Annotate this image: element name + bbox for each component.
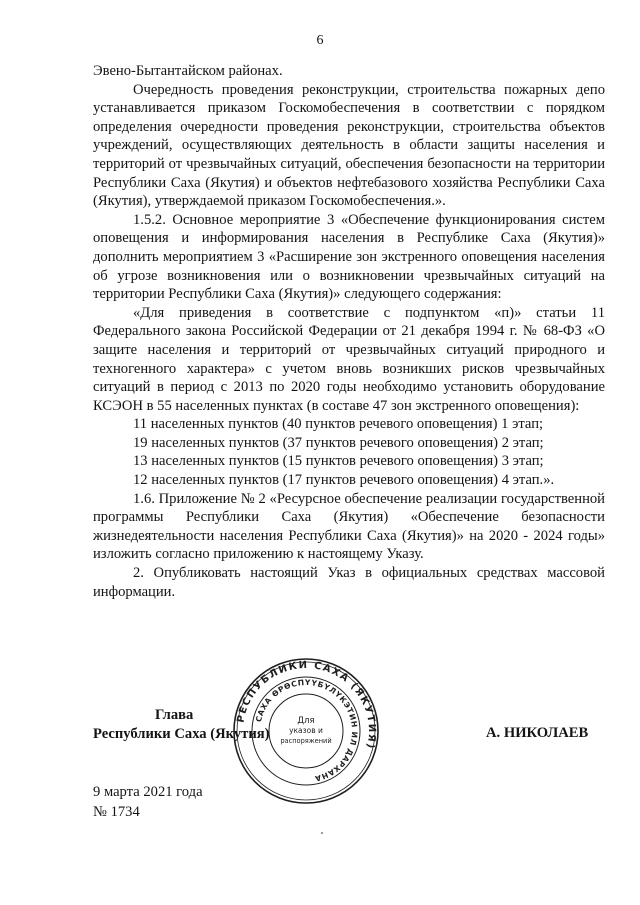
paragraph-2-publish: 2. Опубликовать настоящий Указ в официальных средствах массовой информации. bbox=[93, 565, 605, 600]
paragraph-continuation: Эвено-Бытантайском районах. bbox=[93, 63, 283, 79]
list-item-stage-2: 19 населенных пунктов (37 пунктов речевого оповещения) 2 этап; bbox=[133, 434, 544, 451]
paragraph-1-6: 1.6. Приложение № 2 «Ресурсное обеспечение реализации государственной программы Республики Саха (Якутия) «Обеспечение безопасности жизнедеятельности населения Республики Саха (Якутия)» на 2020 - 2024 годы» изложить согласно приложению к настоящему Указу. bbox=[93, 490, 605, 563]
body-text bbox=[93, 62, 605, 601]
official-seal bbox=[231, 656, 381, 806]
list-item-stage-1: 11 населенных пунктов (40 пунктов речевого оповещения) 1 этап; bbox=[133, 416, 544, 433]
paragraph-fire-depot-order: Очередность проведения реконструкции, строительства пожарных депо устанавливается приказом Госкомобеспечения в соответствии с порядком определения очередности проведения реконструкции, строительства объектов учреждений, осуществляющих деятельность в области защиты населения и территорий от чрезвычайных ситуаций, обеспечения безопасности на территории Республики Саха (Якутия) и объектов нефтебазового хозяйства Республики Саха (Якутия), утверждаемой приказом Госкомобеспечения.». bbox=[93, 81, 605, 210]
list-item-stage-4: 12 населенных пунктов (17 пунктов речевого оповещения) 4 этап.». bbox=[133, 472, 555, 489]
seal-outer-text: РЕСПУБЛИКИ САХА (ЯКУТИЯ) bbox=[235, 659, 378, 751]
seal-center-line3: распоряжений bbox=[280, 737, 332, 745]
signature-role-republic: Республики Саха (Якутия) bbox=[93, 726, 270, 742]
list-item-stage-3: 13 населенных пунктов (15 пунктов речевого оповещения) 3 этап; bbox=[133, 453, 544, 470]
seal-inner-text: САХА ӨРӨСПҮҮБҮЛҮКЭТИН ИЛ ДАРХАНА bbox=[253, 677, 360, 784]
signature-role-title: Глава bbox=[155, 707, 194, 723]
page-number: 6 bbox=[316, 33, 324, 48]
decree-meta bbox=[93, 782, 203, 822]
scan-speck bbox=[321, 832, 323, 834]
paragraph-quoted-measure: «Для приведения в соответствие с подпунктом «п)» статьи 11 Федерального закона Российской Федерации от 21 декабря 1994 г. № 68-ФЗ «О защите населения и территорий от чрезвычайных ситуаций природного и техногенного характера» с учетом вновь возникших рисков чрезвычайных ситуаций в период с 2013 по 2020 годы необходимо установить оборудование КСЭОН в 55 населенных пунктах (в составе 47 зон экстренного оповещения): bbox=[93, 304, 605, 414]
seal-center-line1: Для bbox=[297, 716, 315, 726]
seal-center-line2: указов и bbox=[289, 726, 323, 735]
decree-date: 9 марта 2021 года bbox=[93, 784, 203, 800]
signatory-name: А. НИКОЛАЕВ bbox=[486, 725, 589, 741]
decree-number: № 1734 bbox=[93, 804, 140, 820]
paragraph-1-5-2: 1.5.2. Основное мероприятие 3 «Обеспечение функционирования систем оповещения и информирования населения в Республике Саха (Якутия)» дополнить мероприятием 3 «Расширение зон экстренного оповещения населения об угрозе возникновения или о возникновении чрезвычайных ситуаций на территории Республики Саха (Якутия)» следующего содержания: bbox=[93, 211, 605, 303]
